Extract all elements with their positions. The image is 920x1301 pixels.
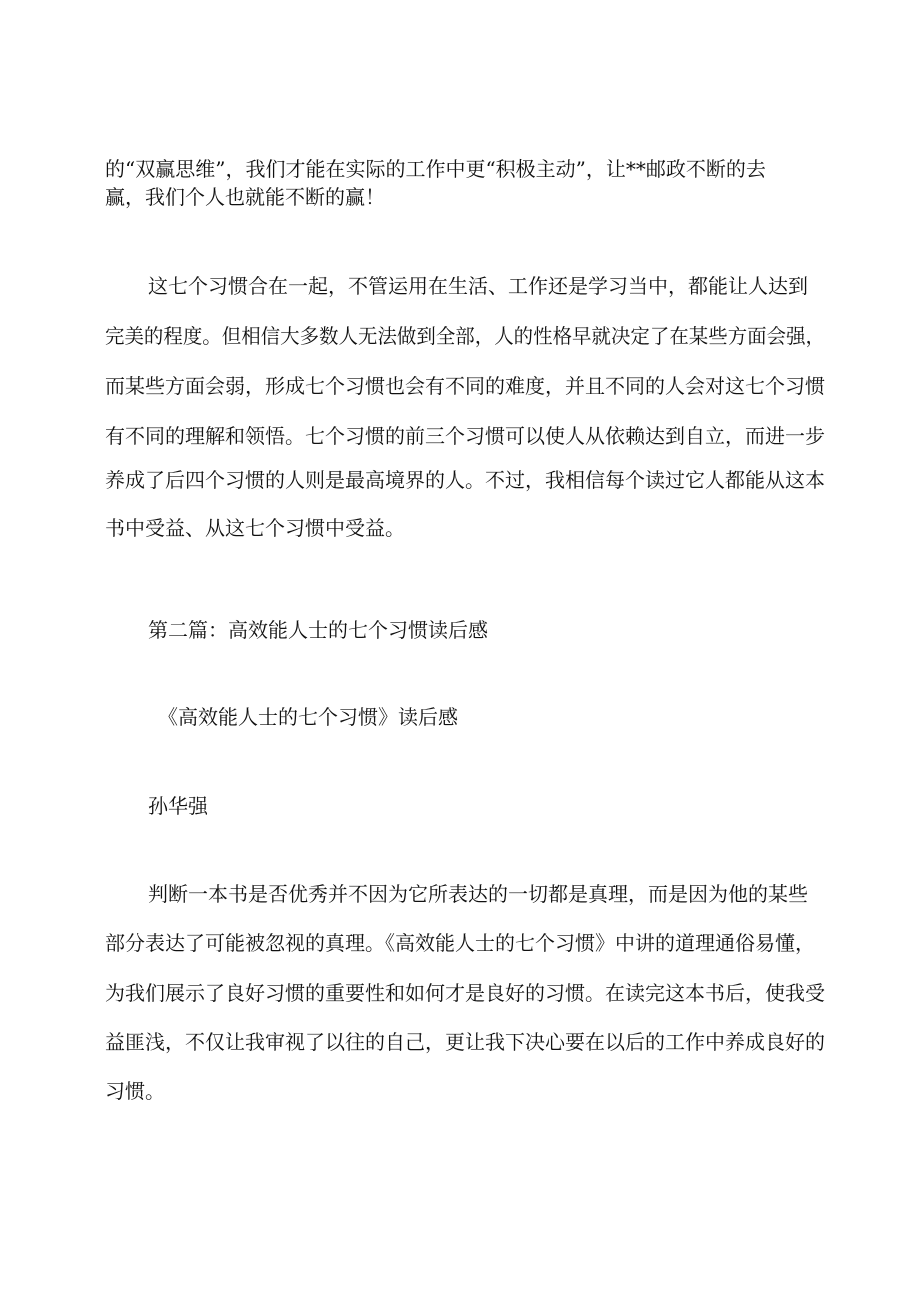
article-title: 《高效能人士的七个习惯》读后感	[158, 705, 458, 729]
paragraph-line: 习惯。	[105, 1079, 165, 1103]
paragraph-line: 有不同的理解和领悟。七个习惯的前三个习惯可以使人从依赖达到自立，而进一步	[105, 424, 825, 448]
author-name: 孙华强	[148, 794, 208, 818]
paragraph-line: 养成了后四个习惯的人则是最高境界的人。不过，我相信每个读过它人都能从这本	[105, 468, 825, 492]
paragraph-line: 而某些方面会弱，形成七个习惯也会有不同的难度，并且不同的人会对这七个习惯	[105, 374, 825, 398]
paragraph-line: 赢，我们个人也就能不断的赢！	[105, 185, 385, 209]
paragraph-line: 益匪浅，不仅让我审视了以往的自己，更让我下决心要在以后的工作中养成良好的	[105, 1030, 825, 1054]
paragraph-line: 这七个习惯合在一起，不管运用在生活、工作还是学习当中，都能让人达到	[148, 274, 808, 298]
paragraph-line: 书中受益、从这七个习惯中受益。	[105, 516, 405, 540]
paragraph-line: 判断一本书是否优秀并不因为它所表达的一切都是真理，而是因为他的某些	[148, 882, 808, 906]
paragraph-line: 完美的程度。但相信大多数人无法做到全部，人的性格早就决定了在某些方面会强，	[105, 324, 826, 348]
paragraph-line: 部分表达了可能被忽视的真理。《高效能人士的七个习惯》中讲的道理通俗易懂，	[105, 931, 815, 955]
paragraph-line: 的“双赢思维”，我们才能在实际的工作中更“积极主动”，让**邮政不断的去	[105, 157, 766, 181]
paragraph-line: 为我们展示了良好习惯的重要性和如何才是良好的习惯。在读完这本书后，使我受	[105, 981, 825, 1005]
section-heading: 第二篇：高效能人士的七个习惯读后感	[148, 618, 488, 642]
